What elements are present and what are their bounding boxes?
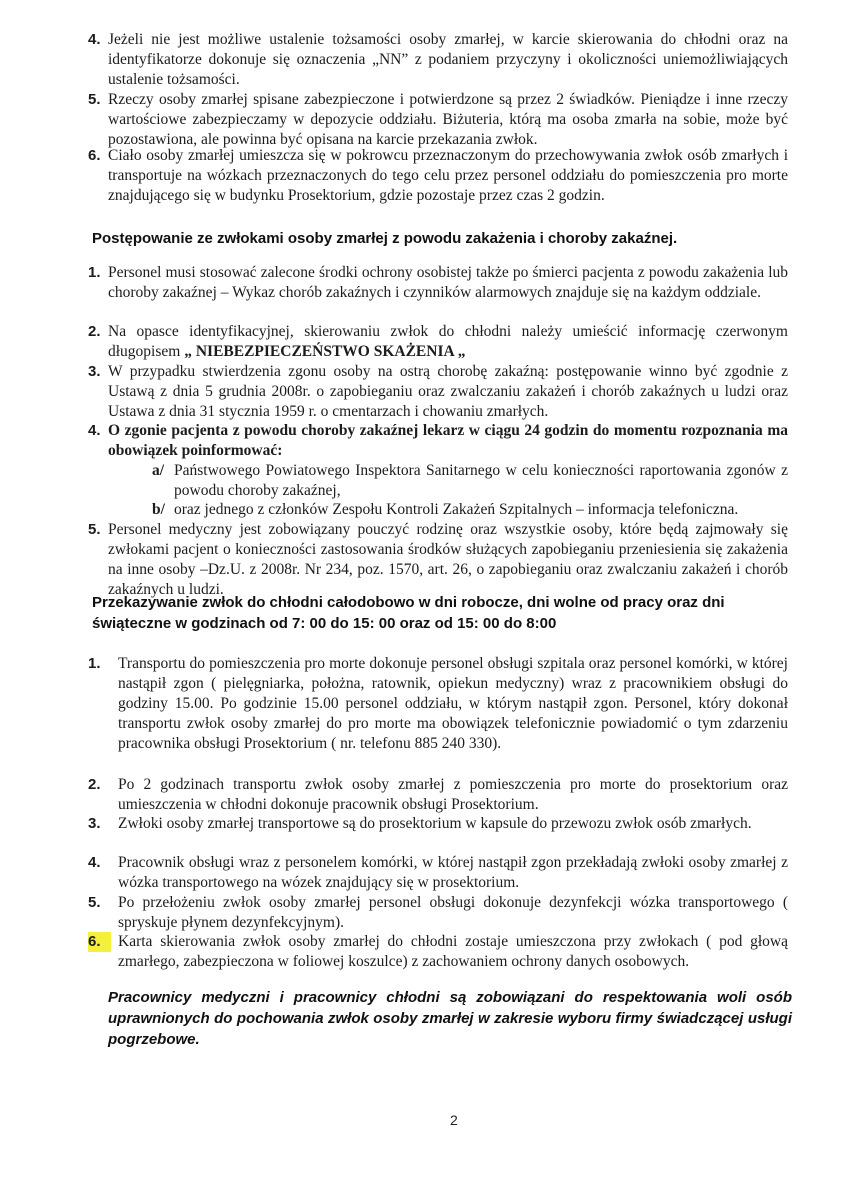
page-number: 2 — [450, 1112, 458, 1128]
list-item — [88, 775, 788, 815]
item-text: W przypadku stwierdzenia zgonu osoby na ostrą chorobę zakaźną: postępowanie winno być zgodnie z Ustawą z dnia 5 grudnia 2008r. o zapobieganiu oraz zwalczaniu zakażeń i chorób zakaźnych u ludzi oraz Ustawa z dnia 31 stycznia 1959 r. o cmentarzach i chowaniu zmarłych. — [108, 363, 788, 420]
list-item — [88, 30, 788, 90]
list-item — [88, 932, 788, 972]
item-number: 4. — [88, 854, 101, 871]
item-number: 6. — [88, 147, 101, 164]
sub-item-label: a/ — [152, 462, 165, 479]
list-item — [88, 146, 788, 206]
section-heading: Przekazywanie zwłok do chłodni całodobowo w dni robocze, dni wolne od pracy oraz dni świąteczne w godzinach od 7: 00 do 15: 00 oraz od 15: 00 do 8:00 — [92, 594, 725, 632]
sub-item-text: Państwowego Powiatowego Inspektora Sanitarnego w celu konieczności raportowania zgonów z powodu choroby zakaźnej, — [174, 462, 788, 499]
item-text: Po 2 godzinach transportu zwłok osoby zmarłej z pomieszczenia pro morte do prosektorium oraz umieszczenia w chłodni dokonuje pracownik obsługi Prosektorium. — [118, 776, 788, 813]
sub-item — [152, 500, 788, 520]
highlighted-item-number: 6. — [88, 932, 111, 952]
item-number: 5. — [88, 894, 101, 911]
item-text: Rzeczy osoby zmarłej spisane zabezpieczone i potwierdzone są przez 2 świadków. Pieniądze i inne rzeczy wartościowe zabezpieczamy w depozycie oddziału. Biżuteria, którą ma osoba zmarła na sobie, może być pozostawiona, ale powinna być opisana na karcie przekazania zwłok. — [108, 91, 788, 148]
item-number: 4. — [88, 422, 101, 439]
item-number: 3. — [88, 815, 101, 832]
item-number: 2. — [88, 776, 101, 793]
item-text: Po przełożeniu zwłok osoby zmarłej personel obsługi dokonuje dezynfekcji wózka transportowego ( spryskuje płynem dezynfekcyjnym). — [118, 894, 788, 931]
item-text: Karta skierowania zwłok osoby zmarłej do chłodni zostaje umieszczona przy zwłokach ( pod głową zmarłego, zabezpieczona w foliowej koszulce) z zachowaniem ochrony danych osobowych. — [118, 933, 788, 970]
sub-item — [152, 461, 788, 501]
item-text-plain: Na opasce identyfikacyjnej, skierowaniu zwłok do chłodni należy umieścić informację czerwonym długopisem — [108, 323, 788, 360]
closing-statement: Pracownicy medyczni i pracownicy chłodni są zobowiązani do respektowania woli osób uprawnionych do pochowania zwłok osoby zmarłej w zakresie wyboru firmy świadczącej usługi pogrzebowe. — [108, 989, 792, 1048]
sub-item-text: oraz jednego z członków Zespołu Kontroli Zakażeń Szpitalnych – informacja telefoniczna. — [174, 501, 739, 518]
list-item — [88, 814, 788, 834]
item-text: Zwłoki osoby zmarłej transportowe są do prosektorium w kapsule do przewozu zwłok osób zmarłych. — [118, 815, 752, 832]
sub-item-label: b/ — [152, 501, 165, 518]
item-text: Transportu do pomieszczenia pro morte dokonuje personel obsługi szpitala oraz personel komórki, w której nastąpił zgon ( pielęgniarka, położna, ratownik, opiekun medyczny) wraz z pracownikiem obsługi do godziny 15.00. Po godzinie 15.00 personel oddziału, w którym nastąpił zgon. Personel, który dokonał transportu zwłok osoby zmarłej do pro morte ma obowiązek telefonicznie powiadomić o tym zdarzeniu pracownika obsługi Prosektorium ( nr. telefonu 885 240 330). — [118, 655, 788, 752]
item-text: O zgonie pacjenta z powodu choroby zakaźnej lekarz w ciągu 24 godzin do momentu rozpoznania ma obowiązek poinformować: — [108, 422, 788, 459]
list-item — [88, 263, 788, 303]
list-item — [88, 90, 788, 150]
list-item — [88, 893, 788, 933]
warning-text: „ NIEBEZPIECZEŃSTWO SKAŻENIA „ — [184, 343, 466, 360]
list-item — [88, 362, 788, 422]
item-number: 1. — [88, 264, 101, 281]
item-text: Personel medyczny jest zobowiązany pouczyć rodzinę oraz wszystkie osoby, które będą zajmowały się zwłokami pacjent o konieczności zastosowania środków służących zapobieganiu przeniesienia się zakażenia na inne osoby –Dz.U. z 2008r. Nr 234, poz. 1570, art. 26, o zapobieganiu oraz zwalczaniu zakażeń i chorób zakaźnych u ludzi. — [108, 521, 788, 598]
item-text — [108, 322, 788, 362]
list-item — [88, 654, 788, 754]
list-item — [88, 520, 788, 600]
item-text: Ciało osoby zmarłej umieszcza się w pokrowcu przeznaczonym do przechowywania zwłok osób zmarłych i transportuje na wózkach przeznaczonych do tego celu przez personel oddziału do pomieszczenia pro morte znajdującego się w budynku Prosektorium, gdzie pozostaje przez czas 2 godzin. — [108, 147, 788, 204]
item-number: 1. — [88, 655, 101, 672]
item-number: 5. — [88, 91, 101, 108]
item-number: 2. — [88, 323, 101, 340]
item-number: 3. — [88, 363, 101, 380]
list-item — [88, 853, 788, 893]
item-number: 5. — [88, 521, 101, 538]
item-text: Pracownik obsługi wraz z personelem komórki, w której nastąpił zgon przekładają zwłoki osoby zmarłej z wózka transportowego na wózek znajdujący się w prosektorium. — [118, 854, 788, 891]
list-item — [88, 322, 788, 362]
section-heading: Postępowanie ze zwłokami osoby zmarłej z powodu zakażenia i choroby zakaźnej. — [92, 230, 678, 247]
list-item — [88, 421, 788, 461]
item-number: 4. — [88, 31, 101, 48]
item-text: Personel musi stosować zalecone środki ochrony osobistej także po śmierci pacjenta z powodu zakażenia lub choroby zakaźnej – Wykaz chorób zakaźnych i czynników alarmowych znajduje się na każdym oddziale. — [108, 264, 788, 301]
item-text: Jeżeli nie jest możliwe ustalenie tożsamości osoby zmarłej, w karcie skierowania do chłodni oraz na identyfikatorze dokonuje się oznaczenia „NN” z podaniem przyczyny i okoliczności uniemożliwiających ustalenie tożsamości. — [108, 31, 788, 88]
